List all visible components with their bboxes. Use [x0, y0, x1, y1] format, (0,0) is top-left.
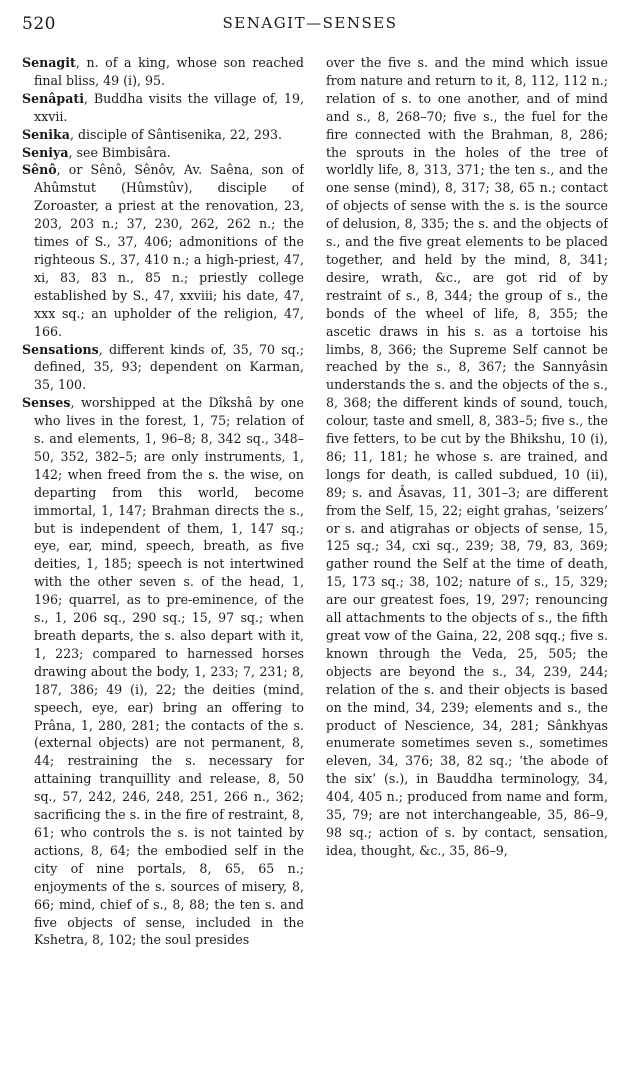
- entry-headword: Seniya: [22, 144, 69, 160]
- entry-headword: Senses: [22, 395, 71, 411]
- entry-text: , Buddha visits the village of, 19, xxvii.: [34, 90, 304, 124]
- entry-text: , disciple of Sântisenika, 22, 293.: [69, 126, 282, 142]
- entry-headword: Senâpati: [22, 90, 84, 106]
- index-entry: [22, 144, 304, 162]
- index-entry: [22, 394, 304, 949]
- entry-text: , n. of a king, whose son reached final bliss, 49 (i), 95.: [34, 55, 304, 88]
- entry-headword: Senika: [22, 126, 70, 142]
- entry-text: , or Sênô, Sênôv, Av. Saêna, son of Ahûmstut (Hûmstûv), disciple of Zoroaster, a priest at the renovation, 23, 203, 203 n.; 37, 230, 262, 262 n.; the times of S., 37, 406; admonitions of the righteous S., 37, 410 n.; a high-priest, 47, xi, 83, 83 n., 85 n.; priestly college established by S., 47, xxviii; his date, 47, xxx sq.; an upholder of the religion, 47, 166.: [34, 162, 304, 339]
- left-column: [22, 54, 304, 1058]
- entry-headword: Sensations: [22, 341, 99, 357]
- index-entry: [22, 90, 304, 126]
- index-entry: [22, 54, 304, 90]
- entry-continuation: over the five s. and the mind which issue from nature and return to it, 8, 112, 112 n.; relation of s. to one another, and of mind and s., 8, 268–70; five s., the fuel for the fire connected with the Brahman, 8, 286; the sprouts in the holes of the tree of worldly life, 8, 313, 371; the ten s., and the one sense (mind), 8, 317; 38, 65 n.; contact of objects of sense with the s. is the source of delusion, 8, 335; the s. and the objects of s., and the five great elements to be placed together, and held by the mind, 8, 341; desire, wrath, &c., are got rid of by restraint of s., 8, 344; the group of s., the bonds of the wheel of life, 8, 355; the ascetic draws in his s. as a tortoise his limbs, 8, 366; the Supreme Self cannot be reached by the s., 8, 367; the Sannyâsin understands the s. and the objects of the s., 8, 368; the different kinds of sound, touch, colour, taste and smell, 8, 383–5; five s., the five fetters, to be cut by the Bhikshu, 10 (i), 86; 11, 181; he whose s. are trained, and longs for death, is called subdued, 10 (ii), 89; s. and Âsavas, 11, 301–3; are different from the Self, 15, 22; eight grahas, ‘seizers’ or s. and atigrahas or objects of sense, 15, 125 sq.; 34, cxi sq., 239; 38, 79, 83, 369; gather round the Self at the time of death, 15, 173 sq.; 38, 102; nature of s., 15, 329; are our greatest foes, 19, 297; renouncing all attachments to the objects of s., the fifth great vow of the Gaina, 22, 208 sqq.; five s. known through the Veda, 25, 505; the objects are beyond the s., 34, 239, 244; relation of the s. and their objects is based on the mind, 34, 239; elements and s., the product of Nescience, 34, 281; Sânkhyas enumerate sometimes seven s., sometimes eleven, 34, 376; 38, 82 sq.; ‘the abode of the six’ (s.), in Bauddha terminology, 34, 404, 405 n.; produced from name and form, 35, 79; are not interchangeable, 35, 86–9, 98 sq.; action of s. by contact, sensation, idea, thought, &c., 35, 86–9,: [326, 55, 608, 858]
- entry-text: , different kinds of, 35, 70 sq.; defined, 35, 93; dependent on Karman, 35, 100.: [34, 341, 304, 393]
- right-column: [326, 54, 608, 1058]
- entry-text: , see Bimbisâra.: [68, 144, 171, 160]
- index-entry: [22, 161, 304, 340]
- entry-text: , worshipped at the Dîkshâ by one who lives in the forest, 1, 75; relation of s. and elements, 1, 96–8; 8, 342 sq., 348–50, 352, 382–5; are only instruments, 1, 142; when freed from the s. the wise, on departing from this world, become immortal, 1, 147; Brahman directs the s., but is independent of them, 1, 147 sq.; eye, ear, mind, speech, breath, as five deities, 1, 185; speech is not intertwined with the other seven s. of the head, 1, 196; quarrel, as to pre-eminence, of the s., 1, 206 sq., 290 sq.; 15, 97 sq.; when breath departs, the s. also depart with it, 1, 223; compared to harnessed horses drawing about the body, 1, 233; 7, 231; 8, 187, 386; 49 (i), 22; the deities (mind, speech, eye, ear) bring an offering to Prâna, 1, 280, 281; the contacts of the s. (external objects) are not permanent, 8, 44; restraining the s. necessary for attaining tranquillity and release, 8, 50 sq., 57, 242, 246, 248, 251, 266 n., 362; sacrificing the s. in the fire of restraint, 8, 61; who controls the s. is not tainted by actions, 8, 64; the embodied self in the city of nine portals, 8, 65, 65 n.; enjoyments of the s. sources of misery, 8, 66; mind, chief of s., 8, 88; the ten s. and five objects of sense, included in the Kshetra, 8, 102; the soul presides: [34, 395, 304, 948]
- running-head: SENAGIT—SENSES: [222, 14, 398, 32]
- entry-headword: Senagit: [22, 55, 76, 70]
- index-entry: [22, 126, 304, 144]
- page-number: 520: [22, 14, 56, 34]
- entry-headword: Sênô: [22, 162, 57, 178]
- index-entry: [22, 341, 304, 395]
- page-header: [22, 14, 598, 36]
- index-columns: [22, 54, 608, 1058]
